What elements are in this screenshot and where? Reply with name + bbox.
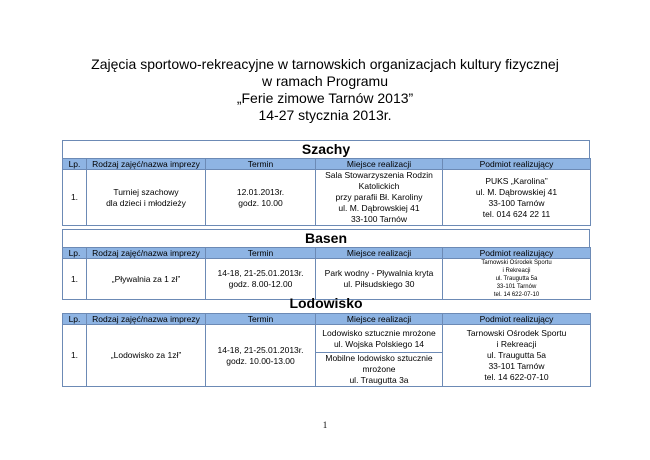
org-line: i Rekreacji: [502, 268, 531, 274]
doc-title-line-3: „Ferie zimowe Tarnów 2013”: [236, 90, 414, 106]
col-header-org: Podmiot realizujący: [443, 159, 591, 170]
org-line: tel. 14 622-07-10: [493, 292, 540, 298]
col-header-place: Miejsce realizacji: [316, 314, 443, 325]
org-line: 33-101 Tarnów: [488, 361, 545, 371]
row-lp: 1.: [63, 325, 87, 387]
term-line: 14-18, 21-25.01.2013r.: [217, 344, 304, 355]
row-org: [443, 259, 591, 300]
col-header-term: Termin: [206, 159, 316, 170]
col-header-place: Miejsce realizacji: [316, 248, 443, 259]
place-line: ul. Piłsudskiego 30: [343, 279, 415, 289]
row-place: [316, 170, 443, 226]
event-line: dla dzieci i młodzieży: [106, 197, 186, 208]
col-header-lp: Lp.: [63, 314, 87, 325]
table-header-row: [63, 248, 591, 259]
basen-table: [62, 247, 591, 300]
term-line: 14-18, 21-25.01.2013r.: [217, 268, 304, 278]
lodowisko-section-title: Lodowisko: [289, 295, 363, 311]
col-header-lp: Lp.: [63, 159, 87, 170]
place-line: ul. M. Dąbrowskiej 41: [338, 203, 420, 213]
org-line: Tarnowski Ośrodek Sportu: [466, 328, 567, 338]
row-place-b: [316, 353, 443, 387]
place-line: Lodowisko sztucznie mrożone: [322, 327, 436, 338]
event-line: „Lodowisko za 1zł”: [110, 350, 182, 360]
row-term: [206, 325, 316, 387]
place-line: Park wodny - Pływalnia kryta: [324, 268, 434, 278]
col-header-org: Podmiot realizujący: [443, 248, 591, 259]
org-line: ul. Traugutta 5a: [495, 276, 538, 282]
term-line: 12.01.2013r.: [236, 186, 285, 197]
place-line: ul. Traugutta 3a: [349, 375, 409, 385]
col-header-event: Rodzaj zajęć/nazwa imprezy: [87, 159, 206, 170]
row-event: [87, 325, 206, 387]
doc-title-line-2: w ramach Programu: [261, 73, 389, 89]
place-line: ul. Wojska Polskiego 14: [333, 338, 425, 349]
place-line: przy parafii Bł. Karoliny: [335, 192, 423, 202]
event-line: „Pływalnia za 1 zł”: [111, 273, 181, 284]
place-line: 33-100 Tarnów: [350, 214, 408, 224]
row-org: [443, 170, 591, 226]
row-place-a: [316, 325, 443, 353]
col-header-place: Miejsce realizacji: [316, 159, 443, 170]
col-header-lp: Lp.: [63, 248, 87, 259]
org-line: ul. Traugutta 5a: [486, 350, 547, 360]
org-line: 33-101 Tarnów: [496, 284, 537, 290]
table-row: [63, 325, 591, 353]
event-line: Turniej szachowy: [113, 186, 179, 197]
row-event: [87, 259, 206, 300]
doc-title-line-1: Zajęcia sportowo-rekreacyjne w tarnowskich organizacjach kultury fizycznej: [91, 56, 559, 72]
table-row: [63, 170, 591, 226]
org-line: Tarnowski Ośrodek Sportu: [481, 260, 552, 266]
col-header-event: Rodzaj zajęć/nazwa imprezy: [87, 248, 206, 259]
org-line: 33-100 Tarnów: [488, 197, 545, 208]
place-line: Sala Stowarzyszenia Rodzin Katolickich: [325, 170, 433, 191]
term-line: godz. 10.00: [238, 197, 283, 208]
org-line: ul. M. Dąbrowskiej 41: [475, 186, 558, 197]
basen-section-title: Basen: [304, 230, 348, 246]
row-term: [206, 170, 316, 226]
row-lp: 1.: [63, 259, 87, 300]
col-header-term: Termin: [206, 314, 316, 325]
term-line: godz. 8.00-12.00: [228, 279, 293, 289]
row-event: [87, 170, 206, 226]
org-line: tel. 14 622-07-10: [484, 372, 549, 382]
row-org: [443, 325, 591, 387]
row-place: [316, 259, 443, 300]
szachy-section-title: Szachy: [301, 141, 351, 157]
table-header-row: [63, 159, 591, 170]
table-header-row: [63, 314, 591, 325]
col-header-event: Rodzaj zajęć/nazwa imprezy: [87, 314, 206, 325]
row-term: [206, 259, 316, 300]
org-line: tel. 014 624 22 11: [482, 208, 551, 219]
page-number: 1: [322, 420, 328, 430]
org-line: PUKS „Karolina”: [485, 175, 548, 186]
org-line: i Rekreacji: [496, 339, 537, 349]
place-line: Mobilne lodowisko sztucznie mrożone: [325, 353, 433, 374]
row-lp: 1.: [63, 170, 87, 226]
col-header-term: Termin: [206, 248, 316, 259]
table-row: [63, 259, 591, 300]
szachy-table: [62, 158, 591, 226]
doc-title-line-4: 14-27 stycznia 2013r.: [258, 107, 392, 123]
lodowisko-table: [62, 313, 591, 387]
term-line: godz. 10.00-13.00: [226, 355, 295, 366]
col-header-org: Podmiot realizujący: [443, 314, 591, 325]
